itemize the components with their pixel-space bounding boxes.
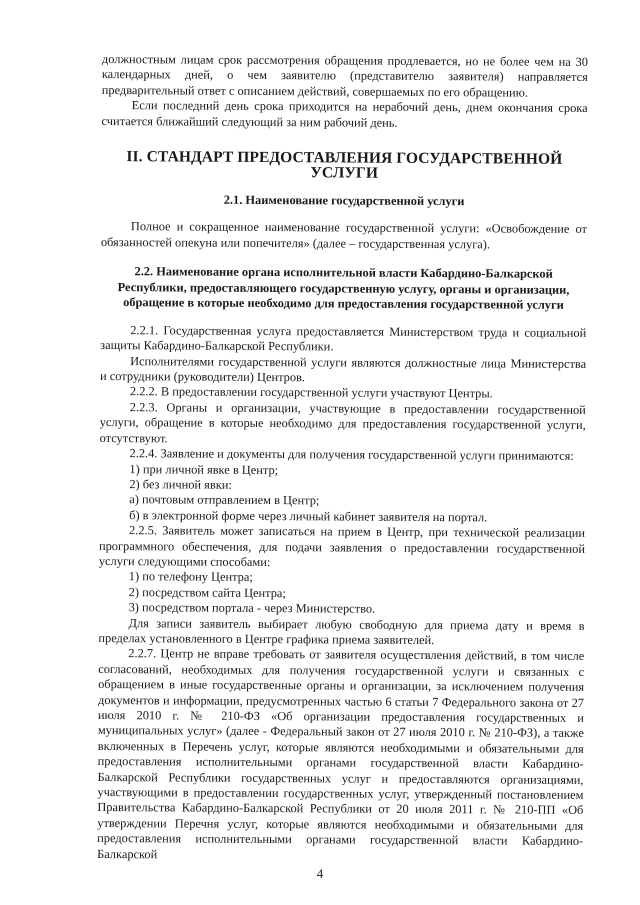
list-item: 1) по телефону Центра; xyxy=(128,569,253,585)
paragraph-executors: Исполнителями государственной услуги являются должностные лица Министерства и сотрудники (руководители) Центров. xyxy=(99,353,587,385)
page-number: 4 xyxy=(316,866,324,881)
section-title: II. СТАНДАРТ ПРЕДОСТАВЛЕНИЯ ГОСУДАРСТВЕННОЙ УСЛУГИ xyxy=(126,148,563,183)
paragraph-2-2-7: 2.2.7. Центр не вправе требовать от заявителя осуществления действий, в том числе согласований, необходимых для получения государственной услуги и связанных с обращением в иные государственные органы и организации, за исключением получения документов и информации, предусмотренных частью 6 статьи 7 Федерального закона от 27 июля 2010 г. № 210-ФЗ «Об организации предоставления государственных и муниципальных услуг» (далее - Федеральный закон от 27 июля 2010 г. № 210-ФЗ), а также включенных в Перечень услуг, которые являются необходимыми и обязательными для предоставления исполнительными органами государственной власти Кабардино-Балкарской Республики государственных услуг и предоставляются организациями, участвующими в предоставлении государственных услуг, утвержденный постановлением Правительства Кабардино-Балкарской Республики от 20 июля 2011 г. № 210-ПП «Об утверждении Перечня услуг, которые являются необходимыми и обязательными для предоставления исполнительными органами государственной власти Кабардино-Балкарской xyxy=(97,646,585,862)
paragraph-2-2-2: 2.2.2. В предоставлении государственной услуги участвуют Центры. xyxy=(129,384,493,401)
paragraph-2-2-1: 2.2.1. Государственная услуга предоставляется Министерством труда и социальной защиты Кабардино-Балкарской Республики. xyxy=(100,323,587,354)
subsection-2-2-title: 2.2. Наименование органа исполнительной власти Кабардино-Балкарской Республики, предоставляющего государственную услугу, органы и организации, обращение в которые необходимо для предоставления государственной услуги xyxy=(117,264,570,313)
paragraph-record: Для записи заявитель выбирает любую свободную для приема дату и время в пределах установленного в Центре графика приема заявителей. xyxy=(98,615,585,648)
page-content xyxy=(97,52,588,865)
list-item: б) в электронной форме через личный кабинет заявителя на портал. xyxy=(129,507,488,525)
intro-paragraph-2: Если последний день срока приходится на нерабочий день, днем окончания срока считается ближайший следующий за ним рабочий день. xyxy=(101,98,588,130)
list-item: а) почтовым отправлением в Центр; xyxy=(129,492,320,508)
paragraph-2-2-4: 2.2.4. Заявление и документы для получения государственной услуги принимаются: xyxy=(129,446,574,463)
paragraph-2-2-3: 2.2.3. Органы и организации, участвующие в предоставлении государственной услуги, обращение в которые необходимо для предоставления государственной услуги, отсутствуют. xyxy=(99,400,586,446)
intro-paragraph-1: должностным лицам срок рассмотрения обращения продлевается, но не более чем на 30 календарных дней, о чем заявителю (представителю заявителя) направляется предварительный ответ с описанием действий, совершаемых по его обращению. xyxy=(101,52,588,100)
list-item: 3) посредством портала - через Министерство. xyxy=(128,600,376,616)
subsection-2-1-paragraph: Полное и сокращенное наименование государственной услуги: «Освобождение от обязанностей опекуна или попечителя» (далее – государственная услуга). xyxy=(100,219,587,252)
list-item: 2) посредством сайта Центра; xyxy=(128,584,286,600)
list-item: 1) при личной явке в Центр; xyxy=(129,461,279,477)
subsection-2-1-title: 2.1. Наименование государственной услуги xyxy=(223,192,465,209)
paragraph-2-2-5: 2.2.5. Заявитель может записаться на прием в Центр, при технической реализации программного обеспечения, для подачи заявления о предоставлении государственной услуги следующими способами: xyxy=(98,523,586,569)
list-item: 2) без личной явки: xyxy=(129,477,232,492)
